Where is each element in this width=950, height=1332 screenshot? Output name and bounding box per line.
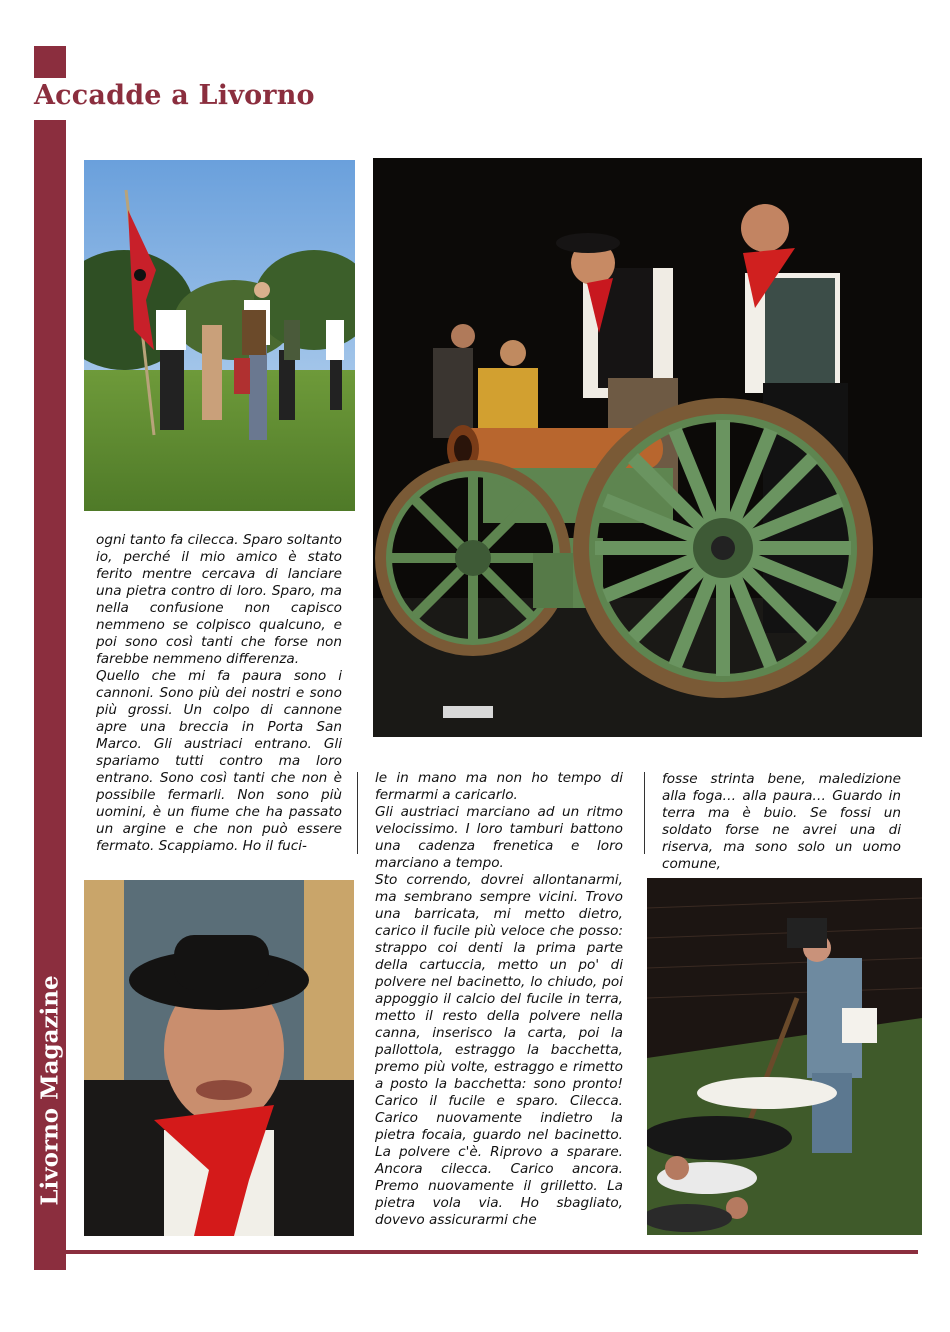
column-divider: [644, 772, 645, 854]
paragraph: le in mano ma non ho tempo di fermarmi a caricarlo.: [375, 770, 623, 803]
text-column-middle: [375, 770, 623, 1229]
magazine-name-vertical: [34, 910, 66, 1270]
photo-fallen-soldiers: [647, 878, 922, 1235]
paragraph: Quello che mi fa paura sono i cannoni. Sono più dei nostri e sono più grossi. Un colpo di cannone apre una breccia in Porta San Marco. Gli austriaci entrano. Gli spariamo tutti contro ma loro entrano. Sono così tanti che non è possibile fermarli. Non sono più uomini, è un fiume che ha passato un argine e che non può essere fermato. Scappiamo. Ho il fuci-: [96, 668, 342, 854]
section-title: Accadde a Livorno: [34, 80, 315, 111]
text-column-left: [96, 532, 342, 855]
bottom-rule: [66, 1250, 918, 1254]
paragraph: Gli austriaci marciano ad un ritmo velocissimo. I loro tamburi battono una cadenza frenetica e loro marciano a tempo.: [375, 804, 623, 871]
photo-portrait-hat: [84, 880, 354, 1236]
photo-flag-bearers: [84, 160, 355, 511]
paragraph: Sto correndo, dovrei allontanarmi, ma sembrano sempre vicini. Trovo una barricata, mi metto dietro, carico il fucile più veloce che posso: strappo coi denti la prima parte della cartuccia, metto un po' di polvere nel bacinetto, lo chiudo, poi appoggio il calcio del fucile in terra, metto il resto della polvere nella canna, inserisco la carta, poi la pallottola, estraggo la bacchetta, premo più volte, estraggo e rimetto a posto la bacchetta: sono pronto! Carico il fucile e sparo. Cilecca. Carico nuovamente indietro la pietra focaia, guardo nel bacinetto. La polvere c'è. Riprovo a sparare. Ancora cilecca. Carico ancora. Premo nuovamente il grilletto. La pietra vola via. Ho sbagliato, dovevo assicurarmi che: [375, 872, 623, 1228]
photo-cannon-night: [373, 158, 922, 737]
paragraph: ogni tanto fa cilecca. Sparo soltanto io, perché il mio amico è stato ferito mentre cercava di lanciare una pietra contro di loro. Sparo, ma nella confusione non capisco nemmeno se colpisco qualcuno, e poi sono così tanti che forse non farebbe nemmeno differenza.: [96, 532, 342, 667]
text-column-right: [662, 771, 901, 873]
column-divider: [357, 772, 358, 854]
paragraph: fosse strinta bene, maledizione alla foga… alla paura… Guardo in terra ma è buio. Se fossi un soldato forse ne avrei una di riserva, ma sono solo un uomo comune,: [662, 771, 901, 872]
magazine-name: Livorno Magazine: [36, 974, 64, 1206]
accent-square: [34, 46, 66, 78]
